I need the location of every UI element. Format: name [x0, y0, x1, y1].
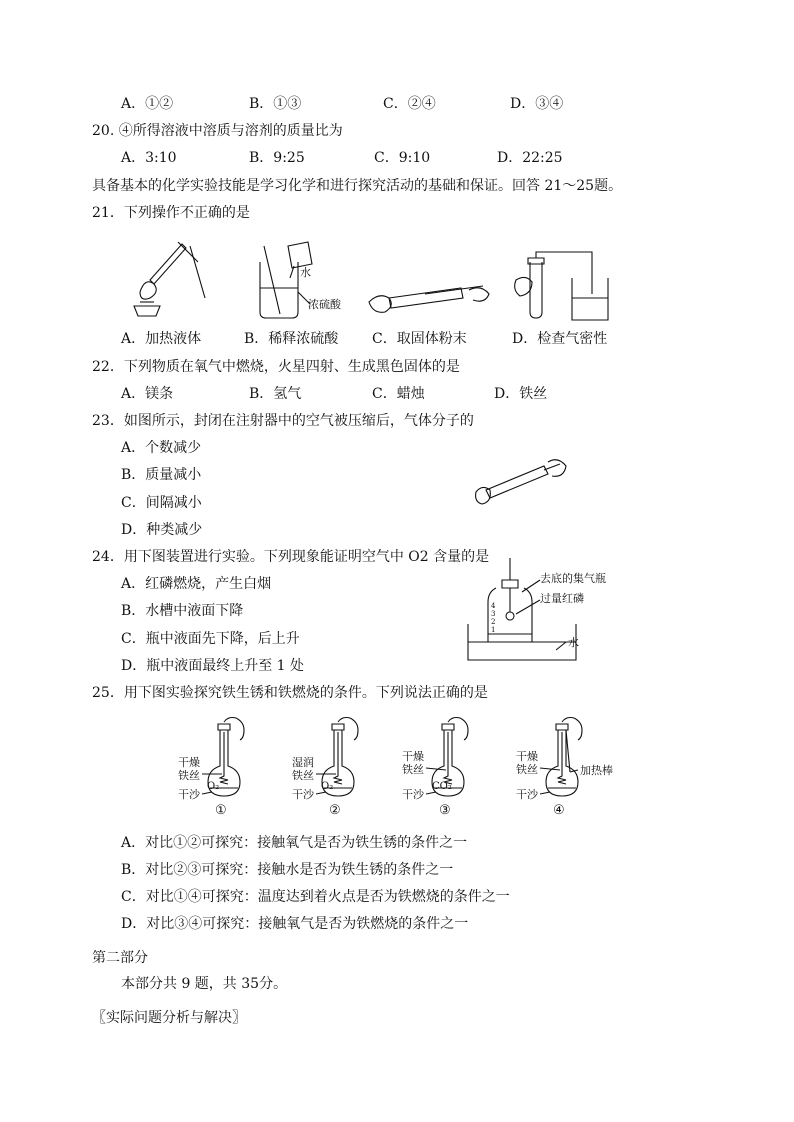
q25-fig1-gas: O₂ — [207, 781, 220, 792]
q25-fig1-sand: 干沙 — [178, 788, 200, 801]
q25-fig3-wire-line1: 干燥 — [402, 750, 424, 763]
q23-option-b: B．质量减小 — [121, 467, 202, 483]
q25-fig2-wire-line2: 铁丝 — [292, 769, 314, 782]
q25-option-b: B．对比②③可探究：接触水是否为铁生锈的条件之一 — [121, 862, 454, 878]
q21-label-water: 水 — [300, 266, 311, 279]
q21-figure-powder — [365, 280, 495, 320]
q25-fig2-sand: 干沙 — [292, 788, 314, 801]
q24-option-a: A．红磷燃烧，产生白烟 — [121, 576, 272, 592]
q23-stem: 23．如图所示，封闭在注射器中的空气被压缩后，气体分子的 — [92, 413, 474, 429]
q24-option-c: C．瓶中液面先下降，后上升 — [121, 631, 300, 647]
part2-description: 本部分共 9 题，共 35分。 — [121, 976, 288, 992]
q21-label-acid: 浓硫酸 — [308, 298, 341, 311]
q22-option-b: B．氢气 — [249, 386, 302, 402]
q21-option-d: D．检查气密性 — [512, 331, 608, 347]
q24-option-d: D．瓶中液面最终上升至 1 处 — [121, 658, 305, 674]
q21-option-b: B．稀释浓硫酸 — [244, 331, 339, 347]
q25-fig4-wire-line1: 干燥 — [516, 750, 538, 763]
q21-option-a: A．加热液体 — [121, 331, 202, 347]
q22-option-d: D．铁丝 — [494, 386, 548, 402]
q20-option-c: C．9:10 — [374, 150, 431, 166]
q21-stem: 21．下列操作不正确的是 — [92, 205, 250, 221]
q25-figure-3 — [402, 716, 507, 820]
q23-figure-syringe — [472, 456, 572, 508]
q21-figure-heating — [120, 232, 215, 322]
q21-option-c: C．取固体粉末 — [372, 331, 467, 347]
q24-option-b: B．水槽中液面下降 — [121, 603, 244, 619]
section-intro: 具备基本的化学实验技能是学习化学和进行探究活动的基础和保证。回答 21～25题。 — [92, 178, 623, 194]
q25-fig4-rod: 加热棒 — [580, 764, 613, 777]
q25-fig2-wire-line1: 湿润 — [292, 756, 314, 769]
q23-option-d: D．种类减少 — [121, 522, 203, 538]
q25-figure-4 — [516, 716, 626, 820]
q20-option-b: B．9:25 — [249, 150, 305, 166]
q25-option-d: D．对比③④可探究：接触氧气是否为铁燃烧的条件之一 — [121, 916, 469, 932]
q20-option-a: A．3:10 — [121, 150, 177, 166]
q25-option-c: C．对比①④可探究：温度达到着火点是否为铁燃烧的条件之一 — [121, 889, 510, 905]
q20-stem: 20. ④所得溶液中溶质与溶剂的质量比为 — [92, 123, 343, 139]
part2-title: 第二部分 — [92, 950, 148, 966]
q25-fig4-wire-line2: 铁丝 — [516, 763, 538, 776]
q25-fig3-sand: 干沙 — [402, 788, 424, 801]
q24-mark-4: 4 — [491, 602, 496, 610]
q19-option-b: B．①③ — [249, 96, 302, 112]
q23-option-a: A．个数减少 — [121, 440, 202, 456]
q24-mark-2: 2 — [491, 618, 496, 626]
q24-mark-3: 3 — [491, 610, 496, 618]
q24-figure-apparatus — [466, 556, 606, 666]
q25-option-a: A．对比①②可探究：接触氧气是否为铁生锈的条件之一 — [121, 835, 468, 851]
q21-figure-airtight — [510, 250, 615, 326]
q24-stem: 24．用下图装置进行实验。下列现象能证明空气中 O2 含量的是 — [92, 549, 490, 565]
q25-fig2-number: ② — [329, 803, 341, 818]
q23-option-c: C．间隔减小 — [121, 495, 202, 511]
q22-stem: 22．下列物质在氧气中燃烧，火星四射、生成黑色固体的是 — [92, 359, 460, 375]
q24-label-bottle: 去底的集气瓶 — [540, 572, 606, 585]
q19-option-c: C．②④ — [383, 96, 436, 112]
q25-fig3-number: ③ — [439, 803, 451, 818]
q25-fig4-number: ④ — [553, 803, 565, 818]
q19-option-a: A．①② — [121, 96, 174, 112]
q25-figure-1 — [178, 716, 283, 820]
q22-option-a: A．镁条 — [121, 386, 174, 402]
q24-mark-1: 1 — [491, 626, 496, 634]
q25-fig4-sand: 干沙 — [516, 788, 538, 801]
q25-fig1-wire-line2: 铁丝 — [178, 769, 200, 782]
q25-stem: 25．用下图实验探究铁生锈和铁燃烧的条件。下列说法正确的是 — [92, 685, 488, 701]
q25-fig2-gas: O₂ — [321, 781, 334, 792]
q25-figure-2 — [292, 716, 397, 820]
q24-label-water: 水 — [568, 636, 579, 649]
q21-figure-dilute — [250, 238, 350, 322]
q22-option-c: C．蜡烛 — [372, 386, 425, 402]
q25-fig1-number: ① — [215, 803, 227, 818]
q25-fig3-wire-line2: 铁丝 — [402, 763, 424, 776]
q19-option-d: D．③④ — [510, 96, 564, 112]
q24-label-phosphorus: 过量红磷 — [540, 592, 584, 605]
part2-section-heading: 〖实际问题分析与解决〗 — [92, 1010, 246, 1026]
q20-option-d: D．22:25 — [497, 150, 563, 166]
q25-fig3-gas: CO₂ — [432, 781, 452, 792]
q25-fig1-wire-line1: 干燥 — [178, 756, 200, 769]
